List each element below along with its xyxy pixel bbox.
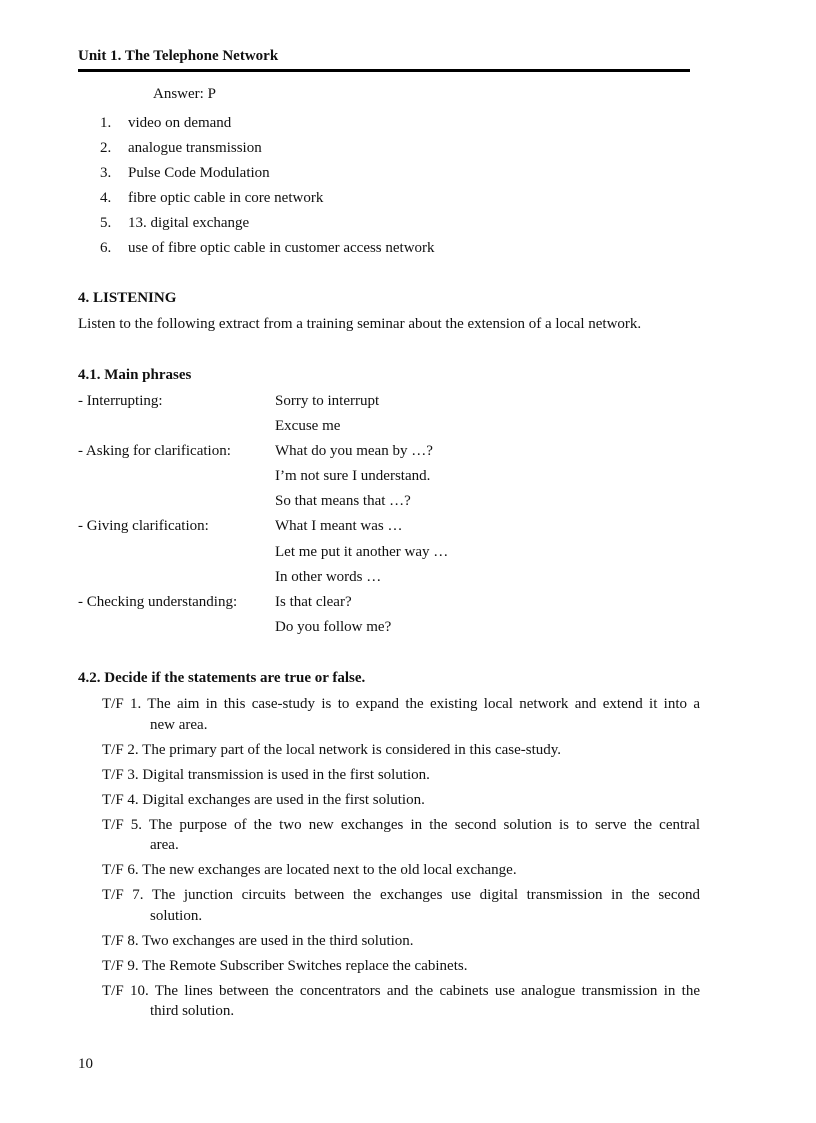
list-item [78,113,718,138]
phrase-function-label: - Checking understanding: [78,593,238,610]
phrase-example: In other words … [275,568,382,585]
phrase-row [78,391,718,416]
true-false-statement [102,931,700,952]
phrase-example: Is that clear? [275,593,352,610]
listening-intro: Listen to the following extract from a training seminar about the extension of a local network. [78,316,642,332]
list-item-text: Pulse Code Modulation [128,165,270,181]
statement-text: T/F 9. The Remote Subscriber Switches replace the cabinets. [102,957,468,974]
phrase-example: I’m not sure I understand. [275,468,431,485]
answer-line: Answer: P [153,86,216,102]
list-item [78,238,718,263]
phrase-example: So that means that …? [275,493,411,510]
true-false-statement [102,956,700,977]
phrase-row [78,516,718,541]
phrase-function-label: - Giving clarification: [78,518,209,535]
true-false-statement [102,790,700,811]
true-false-statement [102,694,700,735]
list-item-text: 13. digital exchange [128,215,250,231]
phrase-function-label: - Interrupting: [78,393,163,409]
answer-numbered-list [78,113,718,263]
list-item-text: video on demand [128,115,232,131]
phrase-row [78,567,718,592]
statement-continuation: area. [150,837,179,853]
statement-text: T/F 8. Two exchanges are used in the third solution. [102,932,414,949]
statement-text: T/F 5. The purpose of the two new exchanges in the second solution is to serve the central [102,816,700,833]
statement-continuation: solution. [150,907,203,924]
list-item-number: 1. [100,115,112,131]
true-false-statement [102,765,700,786]
main-phrases-table [78,391,718,642]
listening-heading: 4. LISTENING [78,290,177,306]
statement-text: T/F 4. Digital exchanges are used in the first solution. [102,791,425,808]
statement-text: T/F 7. The junction circuits between the exchanges use digital transmission in the second [102,887,700,903]
list-item-number: 2. [100,140,112,156]
statement-text: T/F 2. The primary part of the local network is considered in this case-study. [102,741,562,758]
list-item-text: use of fibre optic cable in customer access network [128,240,435,256]
phrase-row [78,491,718,516]
list-item-text: fibre optic cable in core network [128,190,324,206]
list-item [78,163,718,188]
header-divider [78,69,690,72]
phrase-function-label: - Asking for clarification: [78,443,231,460]
phrase-row [78,617,718,642]
list-item-number: 6. [100,240,112,256]
phrase-row [78,542,718,567]
phrase-example: What do you mean by …? [275,443,433,460]
list-item-number: 4. [100,190,112,206]
main-phrases-heading: 4.1. Main phrases [78,367,192,383]
list-item-number: 5. [100,215,112,231]
phrase-example: Let me put it another way … [275,543,449,560]
true-false-statement [102,815,700,856]
phrase-example: What I meant was … [275,518,403,535]
list-item-number: 3. [100,165,112,181]
phrase-row [78,592,718,617]
true-false-statement [102,885,700,926]
list-item-text: analogue transmission [128,140,262,156]
phrase-row [78,441,718,466]
statement-continuation: third solution. [150,1003,235,1019]
phrase-example: Excuse me [275,418,341,435]
list-item [78,138,718,163]
phrase-row [78,416,718,441]
list-item [78,213,718,238]
statement-text: T/F 3. Digital transmission is used in the first solution. [102,766,430,783]
statement-text: T/F 6. The new exchanges are located next to the old local exchange. [102,862,517,878]
statement-text: T/F 10. The lines between the concentrators and the cabinets use analogue transmission in the [102,982,700,999]
page-number: 10 [78,1056,93,1072]
true-false-heading: 4.2. Decide if the statements are true or false. [78,670,366,686]
phrase-example: Do you follow me? [275,618,392,635]
phrase-example: Sorry to interrupt [275,393,380,409]
true-false-statement [102,981,700,1022]
list-item [78,188,718,213]
true-false-statement [102,860,700,881]
statement-continuation: new area. [150,716,208,733]
phrase-row [78,466,718,491]
true-false-statement [102,740,700,761]
true-false-list [102,694,700,1026]
page-header-title: Unit 1. The Telephone Network [78,48,279,64]
statement-text: T/F 1. The aim in this case-study is to expand the existing local network and extend it into a [102,696,700,712]
